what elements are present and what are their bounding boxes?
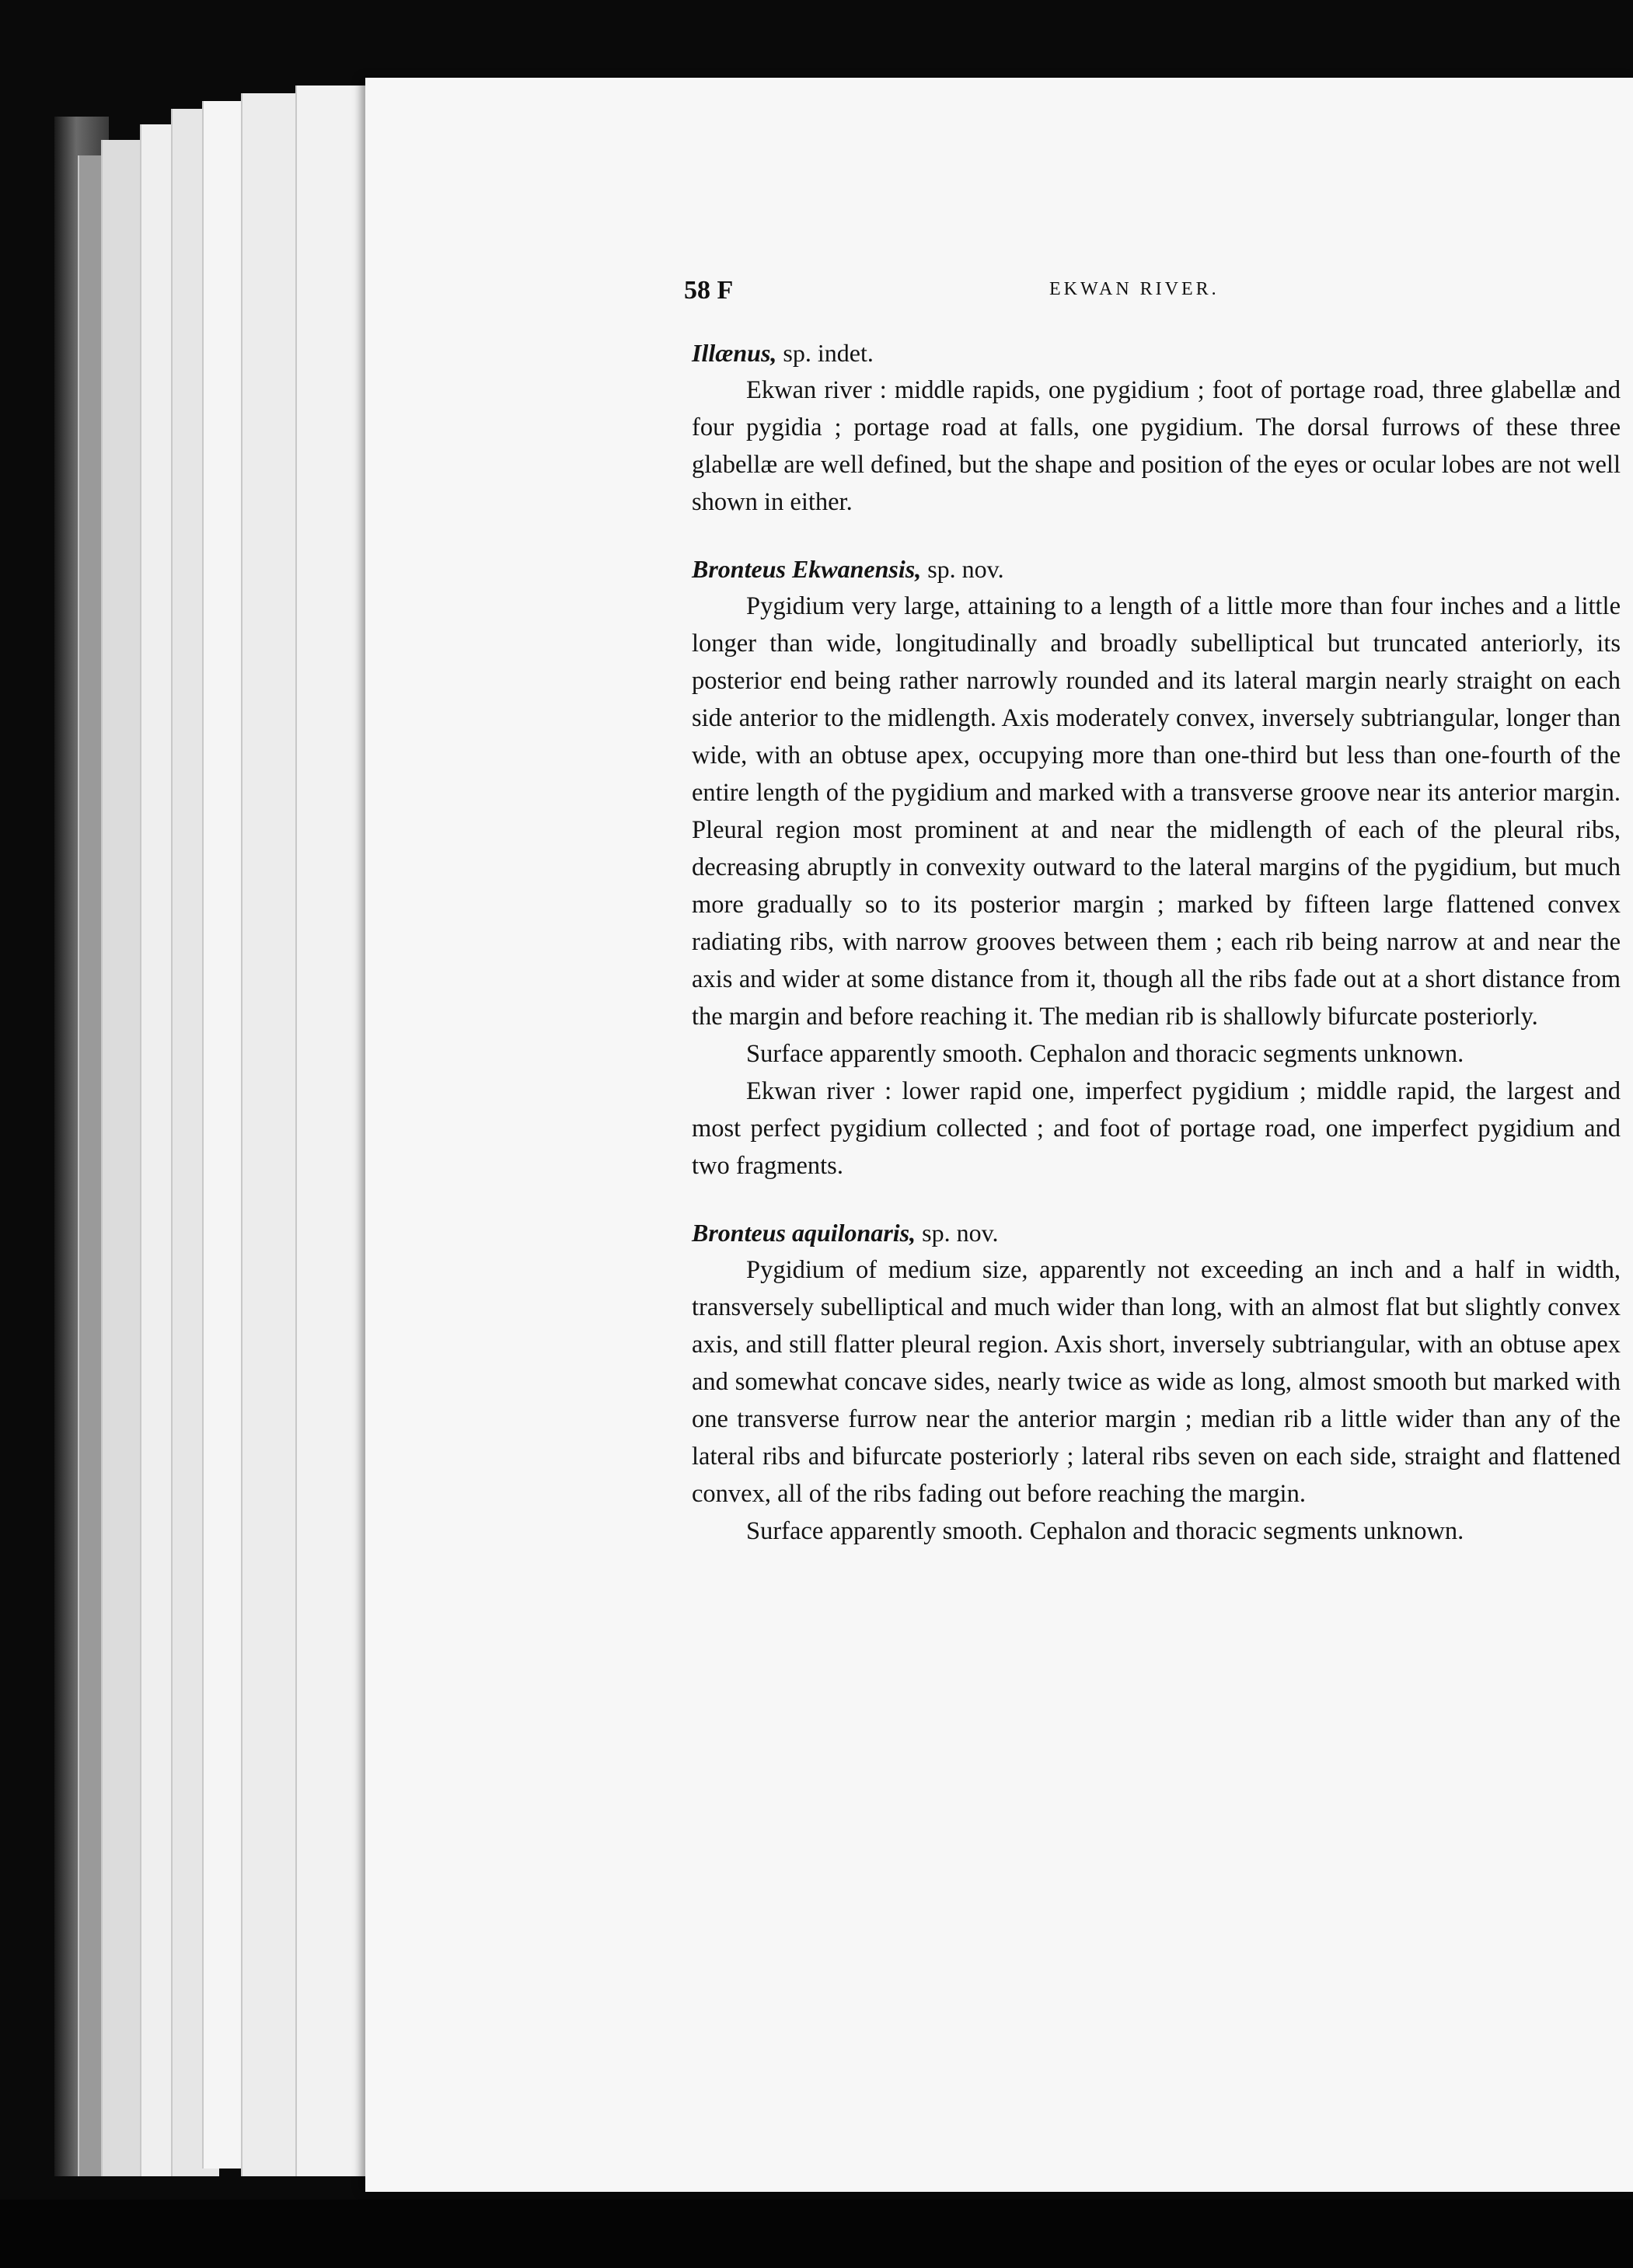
species-qualifier: sp. nov. bbox=[927, 555, 1004, 583]
paragraph: Ekwan river : lower rapid one, imperfect pygidium ; middle rapid, the largest and most perfect pygidium collected ; and foot of portage road, one imperfect pygidium and two fragments. bbox=[692, 1077, 1621, 1180]
paragraph: Pygidium of medium size, apparently not exceeding an inch and a half in width, transversely subelliptical and much wider than long, with an almost flat but slightly convex axis, and still flatter pleural region. Axis short, inversely subtriangular, with an obtuse apex and somewhat concave sides, nearly twice as wide as long, almost smooth but marked with one transverse furrow near the anterior margin ; median rib a little wider than any of the lateral ribs and bifurcate posteriorly ; lateral ribs seven on each side, straight and flattened convex, all of the ribs fading out before reaching the margin. bbox=[692, 1256, 1621, 1508]
paragraph: Ekwan river : middle rapids, one pygidium ; foot of portage road, three glabellæ and four pygidia ; portage road at falls, one pygidium. The dorsal furrows of these three glabellæ are well defined, but the shape and position of the eyes or ocular lobes are not well shown in either. bbox=[692, 376, 1621, 516]
page-edge bbox=[295, 85, 375, 2176]
species-qualifier: sp. indet. bbox=[783, 339, 874, 367]
page-number: 58 F bbox=[684, 276, 734, 305]
species-name: Bronteus aquilonaris, bbox=[692, 1219, 916, 1247]
body-text bbox=[692, 334, 1621, 1550]
paragraph: Surface apparently smooth. Cephalon and thoracic segments unknown. bbox=[746, 1517, 1464, 1545]
section-heading bbox=[692, 550, 1621, 588]
section-gap bbox=[692, 521, 1621, 550]
section-heading bbox=[692, 1214, 1621, 1251]
paragraph: Surface apparently smooth. Cephalon and thoracic segments unknown. bbox=[746, 1040, 1464, 1068]
page-header bbox=[684, 276, 1578, 315]
running-head: EKWAN RIVER. bbox=[1049, 279, 1220, 299]
scan-border bbox=[0, 2200, 1633, 2268]
section-heading bbox=[692, 334, 1621, 372]
species-name: Illænus, bbox=[692, 339, 777, 367]
species-name: Bronteus Ekwanensis, bbox=[692, 555, 922, 583]
page-edge bbox=[78, 155, 103, 2176]
paragraph: Pygidium very large, attaining to a length of a little more than four inches and a little longer than wide, longitudinally and broadly subelliptical but truncated anteriorly, its posterior end being rather narrowly rounded and its lateral margin nearly straight on each side anterior to the midlength. Axis moderately convex, inversely subtriangular, longer than wide, with an obtuse apex, occupying more than one-third but less than one-fourth of the entire length of the pygidium and marked with a transverse groove near its anterior margin. Pleural region most prominent at and near the midlength of each of the pleural ribs, decreasing abruptly in convexity outward to the lateral margins of the pygidium, but much more gradually so to its posterior margin ; marked by fifteen large flattened convex radiating ribs, with narrow grooves between them ; each rib being narrow at and near the axis and wider at some distance from it, though all the ribs fade out at a short distance from the margin and before reaching it. The median rib is shallowly bifurcate posteriorly. bbox=[692, 592, 1621, 1031]
section-gap bbox=[692, 1185, 1621, 1214]
species-qualifier: sp. nov. bbox=[922, 1219, 999, 1247]
